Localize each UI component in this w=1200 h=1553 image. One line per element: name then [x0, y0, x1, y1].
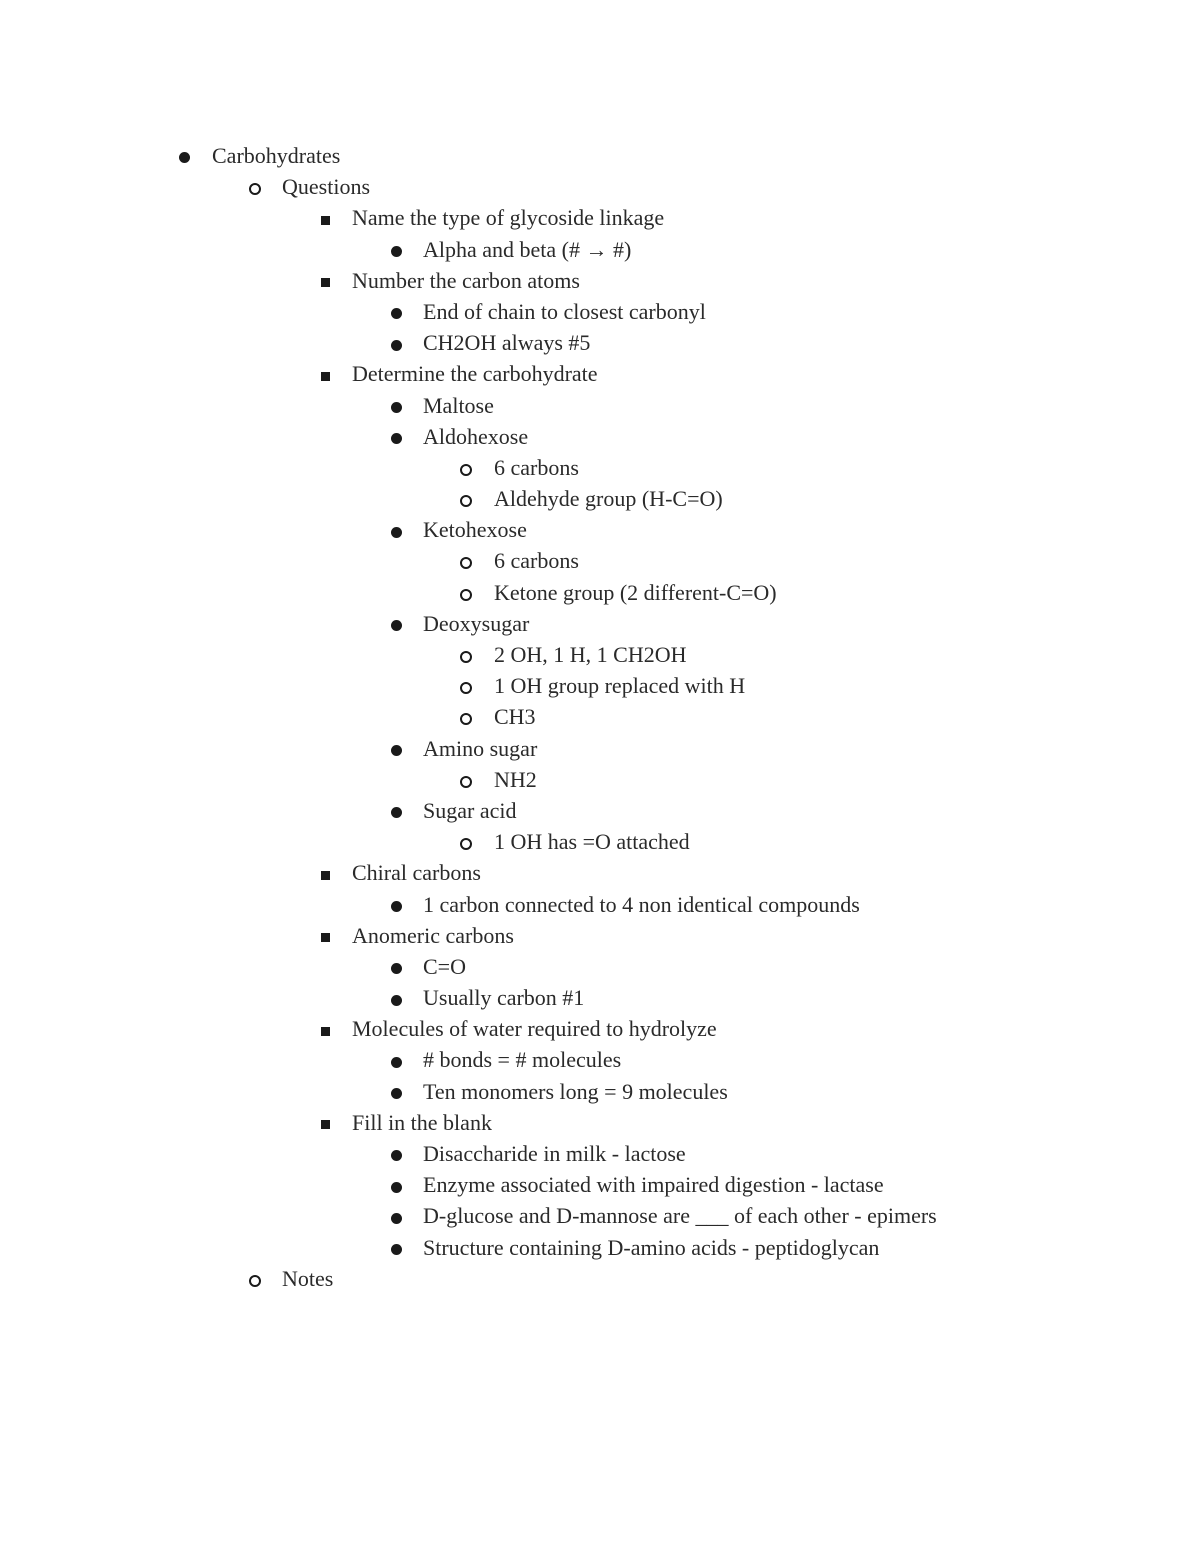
disc-bullet-icon	[384, 1232, 408, 1263]
outline-item-text: Amino sugar	[423, 735, 538, 761]
outline-item-text: D-glucose and D-mannose are ___ of each other - epimers	[423, 1203, 937, 1229]
circle-bullet-icon	[454, 639, 478, 670]
disc-bullet-icon	[384, 1076, 408, 1107]
outline-item-text: Alpha and beta (# → #)	[423, 236, 632, 262]
disc-bullet-icon	[384, 951, 408, 982]
outline-item-text: Number the carbon atoms	[352, 267, 580, 293]
disc-bullet-icon	[384, 1138, 408, 1169]
disc-bullet-icon	[384, 296, 408, 327]
circle-bullet-icon	[454, 545, 478, 576]
disc-bullet-icon	[384, 514, 408, 545]
outline-item-text: Carbohydrates	[212, 143, 341, 168]
disc-bullet-icon	[384, 327, 408, 358]
circle-bullet-icon	[454, 701, 478, 732]
outline-item-text: CH3	[494, 704, 536, 730]
disc-bullet-icon	[384, 733, 408, 764]
square-bullet-icon	[313, 920, 337, 951]
square-bullet-icon	[313, 857, 337, 888]
square-bullet-icon	[313, 1013, 337, 1044]
outline-item-text: Deoxysugar	[423, 610, 530, 636]
outline-item-text: Structure containing D-amino acids - peptidoglycan	[423, 1234, 880, 1260]
square-bullet-icon	[313, 358, 337, 389]
outline-item-text: Maltose	[423, 392, 494, 418]
disc-bullet-icon	[384, 234, 408, 265]
disc-bullet-icon	[384, 889, 408, 920]
outline-item-text: Molecules of water required to hydrolyze	[352, 1016, 717, 1042]
outline-item-text: Ketohexose	[423, 517, 527, 543]
circle-bullet-icon	[454, 452, 478, 483]
outline-item-text: End of chain to closest carbonyl	[423, 298, 706, 324]
disc-bullet-icon	[384, 390, 408, 421]
outline-item-text: Enzyme associated with impaired digestion - lactase	[423, 1172, 884, 1198]
outline-item-text: 6 carbons	[494, 454, 579, 480]
circle-bullet-icon	[454, 826, 478, 857]
disc-bullet-icon	[384, 608, 408, 639]
outline-item-text: Anomeric carbons	[352, 922, 514, 948]
outline-item-text: Sugar acid	[423, 797, 517, 823]
outline-item-text: Ketone group (2 different-C=O)	[494, 579, 777, 605]
circle-bullet-icon	[454, 483, 478, 514]
square-bullet-icon	[313, 202, 337, 233]
outline-item-text: Name the type of glycoside linkage	[352, 205, 665, 231]
disc-bullet-icon	[384, 795, 408, 826]
square-bullet-icon	[313, 1107, 337, 1138]
outline-item-text: 2 OH, 1 H, 1 CH2OH	[494, 642, 687, 667]
outline-item-text: 1 OH group replaced with H	[494, 673, 746, 699]
outline-item-text: Notes	[282, 1265, 334, 1291]
disc-bullet-icon	[384, 982, 408, 1013]
outline-item-text: Fill in the blank	[352, 1109, 492, 1135]
circle-bullet-icon	[454, 577, 478, 608]
outline-item-text: CH2OH always #5	[423, 330, 591, 356]
outline-item-text: Chiral carbons	[352, 860, 481, 886]
circle-bullet-icon	[454, 670, 478, 701]
outline-item-text: 1 OH has =O attached	[494, 829, 690, 855]
outline-item-text: Aldehyde group (H-C=O)	[494, 486, 723, 512]
circle-bullet-icon	[454, 764, 478, 795]
outline-item-text: Disaccharide in milk - lactose	[423, 1141, 686, 1166]
outline-item-text: Ten monomers long = 9 molecules	[423, 1078, 728, 1104]
disc-bullet-icon	[172, 140, 196, 171]
outline-item-text: 1 carbon connected to 4 non identical compounds	[423, 891, 860, 917]
square-bullet-icon	[313, 265, 337, 296]
disc-bullet-icon	[384, 421, 408, 452]
outline-item-text: 6 carbons	[494, 548, 579, 574]
outline-item-text: # bonds = # molecules	[423, 1047, 622, 1073]
outline-item-text: Questions	[282, 174, 370, 200]
outline-item-text: NH2	[494, 766, 537, 792]
outline-item-text: Determine the carbohydrate	[352, 361, 598, 387]
disc-bullet-icon	[384, 1169, 408, 1200]
circle-bullet-icon	[243, 171, 267, 202]
disc-bullet-icon	[384, 1044, 408, 1075]
disc-bullet-icon	[384, 1200, 408, 1231]
outline-item-text: Usually carbon #1	[423, 985, 585, 1011]
outline-item-text: C=O	[423, 953, 466, 979]
circle-bullet-icon	[243, 1263, 267, 1294]
outline-item-text: Aldohexose	[423, 423, 529, 449]
